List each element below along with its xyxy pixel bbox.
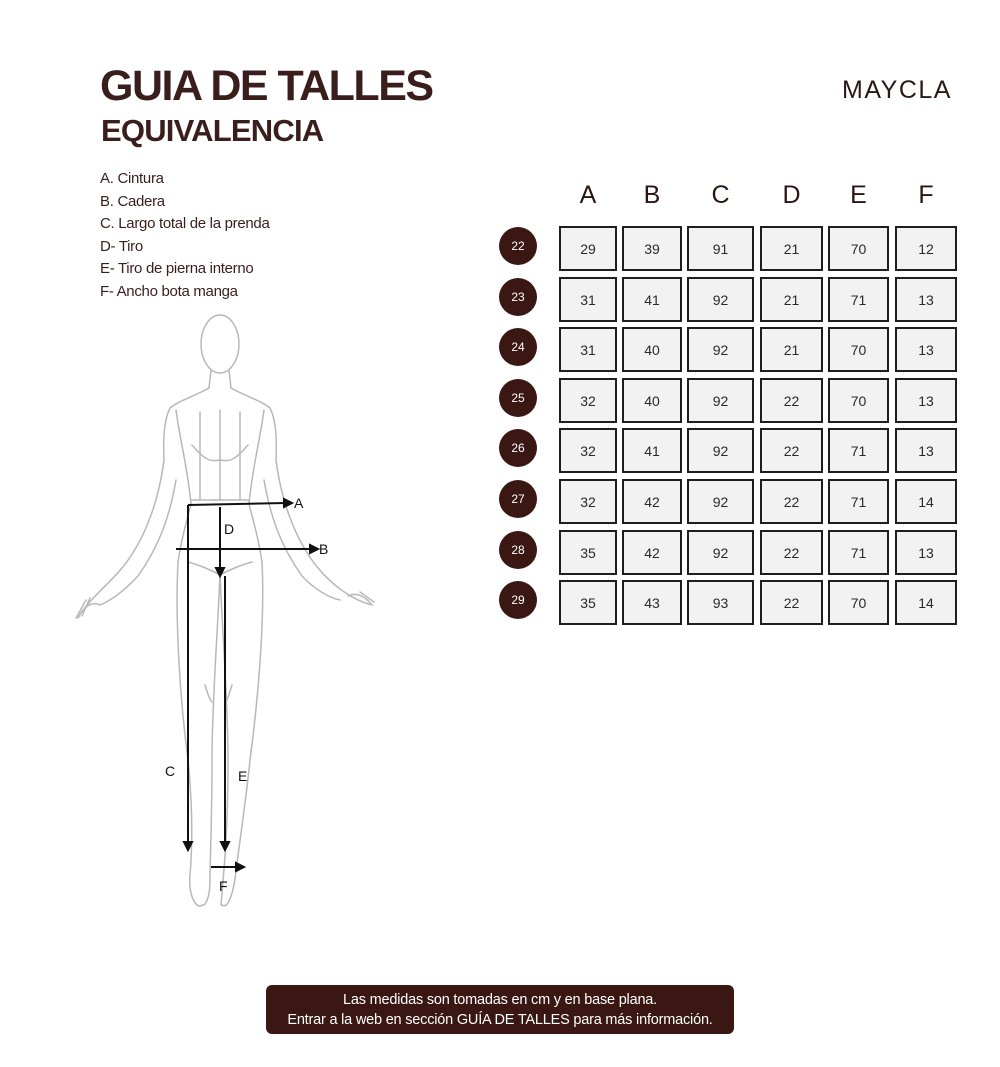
table-cell: 29 [559, 226, 617, 271]
table-cell: 31 [559, 327, 617, 372]
brand-logo: MAYCLA [842, 76, 952, 104]
column-header: C [711, 181, 730, 209]
table-cell: 21 [760, 277, 823, 322]
table-cell: 21 [760, 226, 823, 271]
table-cell: 71 [828, 428, 889, 473]
table-cell: 22 [760, 479, 823, 524]
table-cell: 14 [895, 580, 957, 625]
size-badge: 28 [499, 531, 537, 569]
footer-line-1: Las medidas son tomadas en cm y en base plana. [342, 991, 658, 1008]
label-b: B [319, 541, 329, 557]
table-cell: 39 [622, 226, 682, 271]
legend-item: C. Largo total de la prenda [100, 215, 270, 232]
label-c: C [165, 763, 176, 779]
table-cell: 31 [559, 277, 617, 322]
body-measurement-figure [60, 300, 390, 920]
table-cell: 40 [622, 327, 682, 372]
column-header: F [918, 181, 934, 209]
column-header: E [850, 181, 867, 209]
label-d: D [224, 521, 235, 537]
table-cell: 70 [828, 327, 889, 372]
table-cell: 32 [559, 428, 617, 473]
table-cell: 13 [895, 530, 957, 575]
size-badge: 29 [499, 581, 537, 619]
measurement-labels [165, 495, 328, 894]
size-badge: 22 [499, 227, 537, 265]
legend-item: A. Cintura [100, 170, 164, 187]
table-cell: 92 [687, 378, 754, 423]
label-a: A [294, 495, 304, 511]
label-f: F [219, 878, 228, 894]
table-cell: 42 [622, 479, 682, 524]
size-badge: 23 [499, 278, 537, 316]
table-cell: 22 [760, 378, 823, 423]
table-cell: 35 [559, 530, 617, 575]
page-subtitle: EQUIVALENCIA [101, 113, 324, 148]
legend-item: E- Tiro de pierna interno [100, 260, 254, 277]
table-cell: 70 [828, 226, 889, 271]
table-cell: 70 [828, 580, 889, 625]
table-cell: 92 [687, 327, 754, 372]
table-cell: 13 [895, 428, 957, 473]
table-cell: 70 [828, 378, 889, 423]
table-cell: 13 [895, 277, 957, 322]
table-cell: 14 [895, 479, 957, 524]
table-cell: 32 [559, 479, 617, 524]
measurement-legend [100, 168, 270, 303]
table-cell: 32 [559, 378, 617, 423]
table-cell: 92 [687, 428, 754, 473]
table-cell: 22 [760, 580, 823, 625]
legend-item: D- Tiro [100, 237, 143, 255]
table-cell: 93 [687, 580, 754, 625]
table-cell: 22 [760, 428, 823, 473]
table-cell: 41 [622, 277, 682, 322]
footer-note [266, 985, 734, 1034]
table-cell: 13 [895, 327, 957, 372]
table-cell: 92 [687, 479, 754, 524]
table-cell: 71 [828, 479, 889, 524]
table-cell: 12 [895, 226, 957, 271]
table-cell: 21 [760, 327, 823, 372]
table-cell: 22 [760, 530, 823, 575]
measurement-lines [176, 499, 318, 871]
page-title: GUIA DE TALLES [100, 62, 433, 110]
table-cell: 71 [828, 530, 889, 575]
table-cell: 13 [895, 378, 957, 423]
table-cell: 35 [559, 580, 617, 625]
size-badge: 25 [499, 379, 537, 417]
table-cell: 43 [622, 580, 682, 625]
table-cell: 92 [687, 530, 754, 575]
column-header: A [579, 181, 597, 209]
table-cell: 41 [622, 428, 682, 473]
size-badge: 24 [499, 328, 537, 366]
size-badge: 26 [499, 429, 537, 467]
column-header: D [782, 181, 801, 209]
table-cell: 91 [687, 226, 754, 271]
footer-line-2: Entrar a la web en sección GUÍA DE TALLES para más información. [287, 1011, 713, 1028]
table-cell: 40 [622, 378, 682, 423]
column-header: B [643, 181, 661, 209]
table-cell: 42 [622, 530, 682, 575]
table-cell: 92 [687, 277, 754, 322]
table-cell: 71 [828, 277, 889, 322]
label-e: E [238, 768, 248, 784]
legend-item: F- Ancho bota manga [100, 282, 238, 300]
legend-item: B. Cadera [100, 192, 165, 210]
size-badge: 27 [499, 480, 537, 518]
